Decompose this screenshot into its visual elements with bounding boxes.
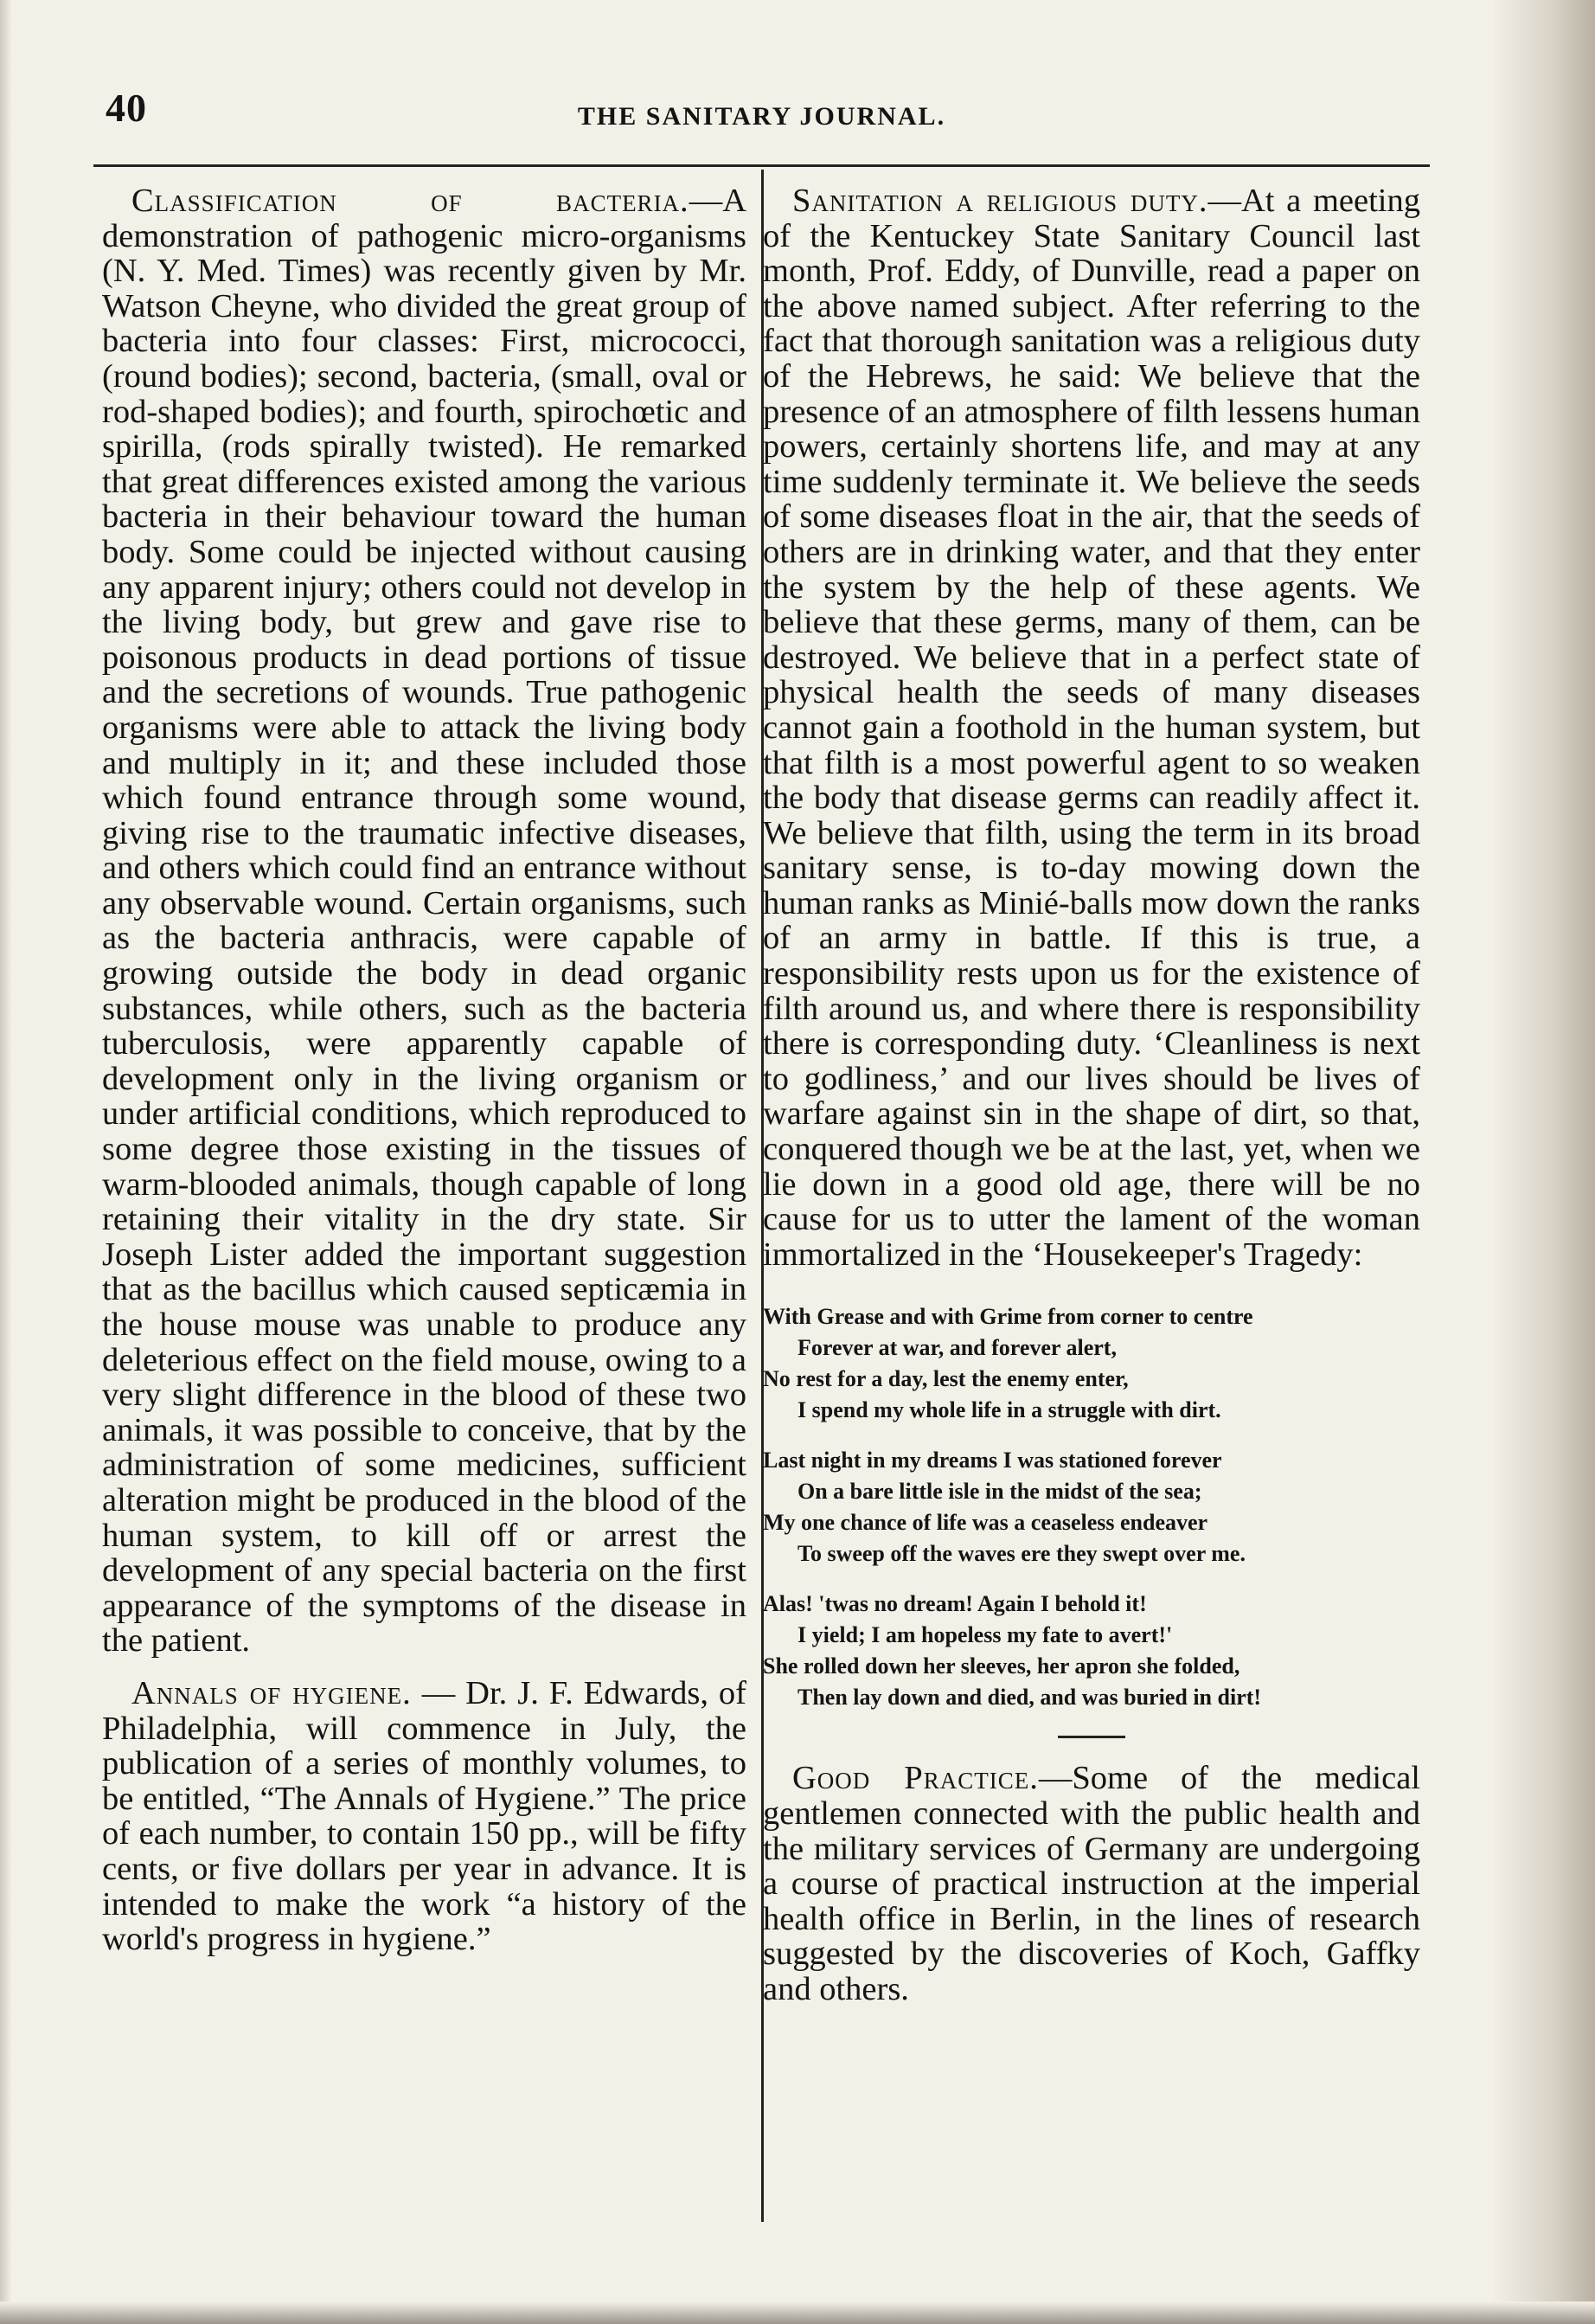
running-head: THE SANITARY JOURNAL.	[577, 102, 946, 131]
page-number: 40	[106, 86, 147, 130]
poem-stanza	[763, 1301, 1420, 1426]
article-paragraph	[763, 1761, 1420, 2006]
poem-line: To sweep off the waves ere they swept over me.	[798, 1541, 1246, 1567]
poem-line: I yield; I am hopeless my fate to avert!'	[798, 1622, 1173, 1648]
article-annals-of-hygiene	[102, 1676, 746, 1957]
article-heading: Annals of hygiene.	[131, 1674, 412, 1711]
poem-stanza	[763, 1445, 1420, 1570]
section-divider-rule	[1058, 1736, 1125, 1738]
article-heading: Sanitation a religious duty.	[792, 183, 1208, 219]
article-body: —A demonstration of pathogenic micro-organisms (N. Y. Med. Times) was recently given by Mr. Watson Cheyne, who divided the great group of bacteria into four classes: First, micrococci, (round bodies); second, bacteria, (small, oval or rod-shaped bodies); and fourth, spirochœtic and spirilla, (rods spirally twisted). He remarked that great differences existed among the various bacteria in their behaviour toward the human body. Some could be injected without causing any apparent injury; others could not develop in the living body, but grew and gave rise to poisonous products in dead portions of tissue and the secretions of wounds. True pathogenic organisms were able to attack the living body and multiply in it; and these included those which found entrance through some wound, giving rise to the traumatic infective diseases, and others which could find an entrance without any observable wound. Certain organisms, such as the bacteria anthracis, were capable of growing outside the body in dead organic substances, while others, such as the bacteria tuberculosis, were apparently capable of development only in the living organism or under artificial conditions, which reproduced to some degree those existing in the tissues of warm-blooded animals, though capable of long retaining their vitality in the dry state. Sir Joseph Lister added the important suggestion that as the bacillus which caused septicæmia in the house mouse was unable to produce any deleterious effect on the field mouse, owing to a very slight difference in the blood of these two animals, it was possible to conceive, that by the administration of some medicines, sufficient alteration might be produced in the blood of the human system, to kill off or arrest the development of any special bacteria on the first appearance of the symptoms of the disease in the patient.	[102, 183, 746, 1660]
page-edge-shadow-right	[1491, 0, 1595, 2324]
article-heading: Good Practice.	[792, 1760, 1039, 1797]
article-good-practice	[763, 1761, 1420, 2006]
poem-line: Alas! 'twas no dream! Again I behold it!	[763, 1591, 1147, 1617]
article-classification-of-bacteria	[102, 183, 746, 1659]
poem-line: She rolled down her sleeves, her apron she folded,	[763, 1653, 1240, 1679]
page-edge-shadow-bottom	[0, 2302, 1595, 2324]
article-heading: Classification of bacteria.	[131, 183, 689, 219]
poem-line: Then lay down and died, and was buried in dirt!	[798, 1685, 1262, 1711]
article-paragraph	[763, 183, 1420, 1272]
article-sanitation-religious-duty	[763, 183, 1420, 1272]
poem-line: My one chance of life was a ceaseless endeaver	[763, 1510, 1208, 1536]
header-rule	[93, 164, 1430, 167]
poem-stanza	[763, 1589, 1420, 1713]
poem-line: Last night in my dreams I was stationed forever	[763, 1448, 1222, 1473]
poem-line: With Grease and with Grime from corner to centre	[763, 1304, 1253, 1330]
left-column	[102, 183, 746, 1957]
page-header	[93, 85, 1430, 145]
poem-line: On a bare little isle in the midst of the sea;	[798, 1479, 1202, 1505]
poem-housekeepers-tragedy	[763, 1301, 1420, 1713]
poem-line: I spend my whole life in a struggle with dirt.	[798, 1397, 1221, 1423]
article-paragraph	[102, 183, 746, 1659]
article-paragraph	[102, 1676, 746, 1957]
article-body: — Dr. J. F. Edwards, of Philadelphia, will commence in July, the publication of a series of monthly volumes, to be entitled, “The Annals of Hygiene.” The price of each number, to contain 150 pp., will be fifty cents, or five dollars per year in advance. It is intended to make the work “a history of the world's progress in hygiene.”	[102, 1674, 746, 1958]
right-column	[763, 183, 1420, 2007]
poem-line: Forever at war, and forever alert,	[798, 1335, 1117, 1361]
page-edge-shadow-left	[0, 0, 12, 2324]
article-body: —At a meeting of the Kentuckey State Sanitary Council last month, Prof. Eddy, of Dunville, read a paper on the above named subject. After referring to the fact that thorough sanitation was a religious duty of the Hebrews, he said: We believe that the presence of an atmosphere of filth lessens human powers, certainly shortens life, and may at any time suddenly terminate it. We believe the seeds of some diseases float in the air, that the seeds of others are in drinking water, and that they enter the system by the help of these agents. We believe that these germs, many of them, can be destroyed. We believe that in a perfect state of physical health the seeds of many diseases cannot gain a foothold in the human system, but that filth is a most powerful agent to so weaken the body that disease germs can readily affect it. We believe that filth, using the term in its broad sanitary sense, is to-day mowing down the human ranks as Minié-balls mow down the ranks of an army in battle. If this is true, a responsibility rests upon us for the existence of filth around us, and where there is responsibility there is corresponding duty. ‘Cleanliness is next to godliness,’ and our lives should be lives of warfare against sin in the shape of dirt, so that, conquered though we be at the last, yet, when we lie down in a good old age, there will be no cause for us to utter the lament of the woman immortalized in the ‘Housekeeper's Tragedy:	[763, 183, 1420, 1273]
poem-line: No rest for a day, lest the enemy enter,	[763, 1366, 1129, 1392]
article-body: —Some of the medical gentlemen connected with the public health and the military services of Germany are undergoing a course of practical instruction at the imperial health office in Berlin, in the lines of research suggested by the discoveries of Koch, Gaffky and others.	[763, 1760, 1420, 2007]
